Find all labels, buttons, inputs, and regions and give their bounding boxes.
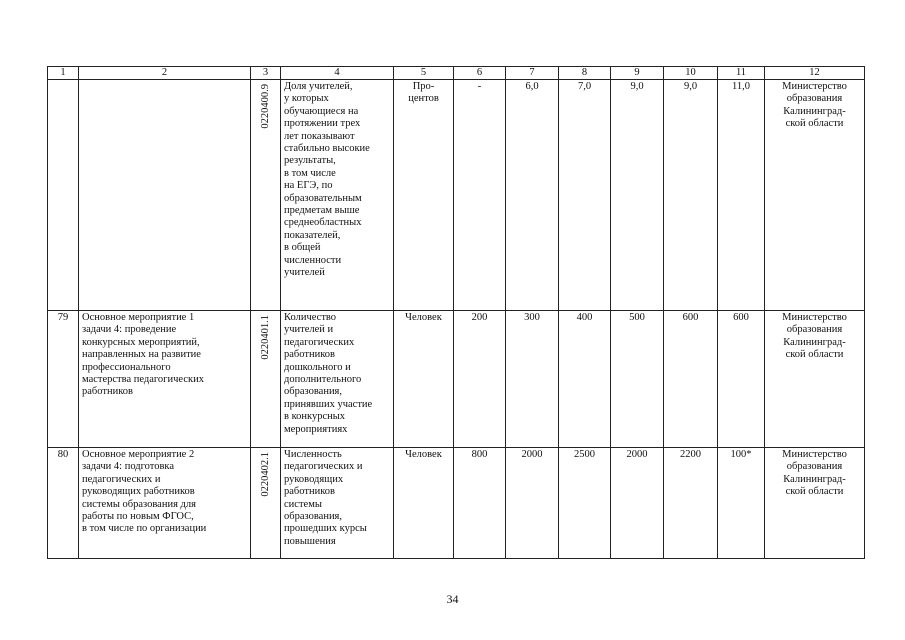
code-cell	[251, 311, 281, 448]
value-col-6: 200	[454, 311, 506, 448]
table-row	[48, 448, 865, 559]
indicator-code: 0220401.1	[259, 315, 271, 360]
code-cell	[251, 448, 281, 559]
unit: Человек	[394, 448, 454, 559]
value-col-11: 11,0	[718, 80, 765, 311]
header-col-9: 9	[611, 67, 664, 80]
table-row	[48, 311, 865, 448]
indicator-text: Численность педагогических и руководящих работников системы образования, прошедших курсы повышения	[281, 448, 394, 559]
responsible-org: Министерство образования Калининград- ской области	[765, 80, 865, 311]
header-col-10: 10	[664, 67, 718, 80]
header-col-6: 6	[454, 67, 506, 80]
code-cell	[251, 80, 281, 311]
value-col-7: 6,0	[506, 80, 559, 311]
responsible-org: Министерство образования Калининград- ской области	[765, 311, 865, 448]
indicator-code: 0220400.9	[259, 84, 271, 129]
value-col-11: 100*	[718, 448, 765, 559]
program-indicators-table	[47, 66, 865, 559]
value-col-8: 2500	[559, 448, 611, 559]
indicator-code: 0220402.1	[259, 452, 271, 497]
value-col-6: -	[454, 80, 506, 311]
header-col-11: 11	[718, 67, 765, 80]
row-number	[48, 80, 79, 311]
value-col-9: 2000	[611, 448, 664, 559]
header-col-1: 1	[48, 67, 79, 80]
measure-text	[79, 80, 251, 311]
header-col-7: 7	[506, 67, 559, 80]
value-col-8: 400	[559, 311, 611, 448]
header-col-4: 4	[281, 67, 394, 80]
value-col-9: 500	[611, 311, 664, 448]
value-col-11: 600	[718, 311, 765, 448]
value-col-9: 9,0	[611, 80, 664, 311]
value-col-6: 800	[454, 448, 506, 559]
measure-text: Основное мероприятие 2 задачи 4: подготовка педагогических и руководящих работников системы образования для работы по новым ФГОС, в том числе по организации	[79, 448, 251, 559]
header-col-3: 3	[251, 67, 281, 80]
measure-text: Основное мероприятие 1 задачи 4: проведение конкурсных мероприятий, направленных на развитие профессионального мастерства педагогических работников	[79, 311, 251, 448]
indicator-text: Доля учителей, у которых обучающиеся на протяжении трех лет показывают стабильно высокие результаты, в том числе на ЕГЭ, по образовательным предметам выше среднеобластных показателей, в общей численности учителей	[281, 80, 394, 311]
unit: Человек	[394, 311, 454, 448]
value-col-7: 300	[506, 311, 559, 448]
header-col-8: 8	[559, 67, 611, 80]
header-col-2: 2	[79, 67, 251, 80]
row-number: 80	[48, 448, 79, 559]
header-col-12: 12	[765, 67, 865, 80]
value-col-8: 7,0	[559, 80, 611, 311]
page-number: 34	[446, 592, 459, 606]
value-col-7: 2000	[506, 448, 559, 559]
indicator-text: Количество учителей и педагогических работников дошкольного и дополнительного образования, принявших участие в конкурсных мероприятиях	[281, 311, 394, 448]
responsible-org: Министерство образования Калининград- ской области	[765, 448, 865, 559]
value-col-10: 600	[664, 311, 718, 448]
header-row	[48, 67, 865, 80]
value-col-10: 9,0	[664, 80, 718, 311]
header-col-5: 5	[394, 67, 454, 80]
row-number: 79	[48, 311, 79, 448]
value-col-10: 2200	[664, 448, 718, 559]
table-row	[48, 80, 865, 311]
unit: Про- центов	[394, 80, 454, 311]
